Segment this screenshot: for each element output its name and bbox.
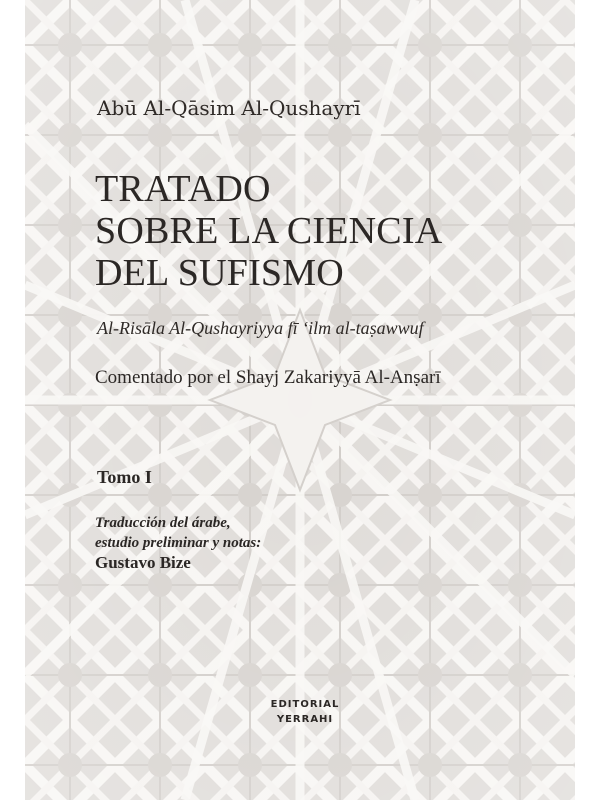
title-line-1: TRATADO bbox=[95, 168, 271, 210]
translation-credit bbox=[95, 513, 261, 553]
author-name: Abū Al-Qāsim Al-Qushayrī bbox=[97, 96, 361, 120]
arabic-title-transliteration: Al-Risāla Al-Qushayriyya fī ‘ilm al-taṣawwuf bbox=[97, 318, 424, 338]
publisher-line-1: EDITORIAL bbox=[270, 699, 340, 710]
publisher-name bbox=[255, 697, 355, 727]
translation-line-2: estudio preliminar y notas: bbox=[95, 535, 262, 551]
title-line-2: SOBRE LA CIENCIA bbox=[95, 210, 443, 252]
title-line-3: DEL SUFISMO bbox=[95, 252, 344, 294]
publisher-line-2: YERRAHI bbox=[276, 714, 334, 725]
translator-name: Gustavo Bize bbox=[95, 553, 191, 572]
volume-label: Tomo I bbox=[97, 467, 152, 487]
commentary-credit: Comentado por el Shayj Zakariyyā Al-Anṣarī bbox=[95, 367, 441, 388]
book-cover bbox=[25, 0, 575, 800]
translation-line-1: Traducción del árabe, bbox=[95, 515, 231, 531]
book-title bbox=[95, 168, 442, 294]
